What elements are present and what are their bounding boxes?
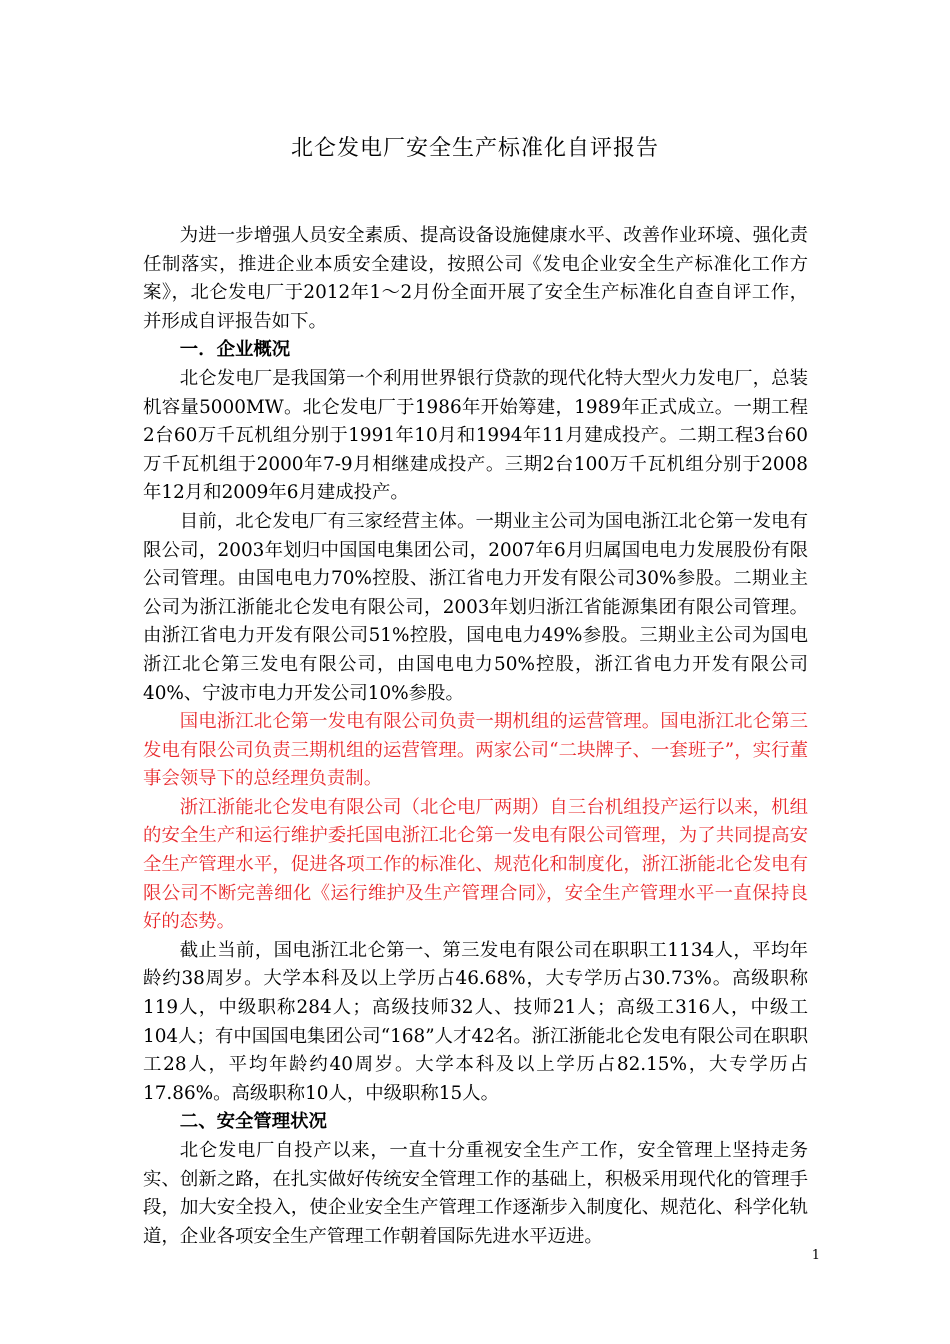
section-heading-company-overview: 一．企业概况 bbox=[179, 339, 291, 361]
intro-paragraph: 为进一步增强人员安全素质、提高设备设施健康水平、改善作业环境、强化责任制落实，推进企业本质安全建设，按照公司《发电企业安全生产标准化工作方案》，北仑发电厂于2012年1～2月份全面开展了安全生产标准化自查自评工作，并形成自评报告如下。 bbox=[143, 225, 808, 332]
section-heading-safety-management: 二、安全管理状况 bbox=[179, 1111, 327, 1133]
ownership-paragraph: 目前，北仑发电厂有三家经营主体。一期业主公司为国电浙江北仑第一发电有限公司，2003年划归中国国电集团公司，2007年6月归属国电电力发展股份有限公司管理。由国电电力70%控股、浙江省电力开发有限公司30%参股。二期业主公司为浙江浙能北仑发电有限公司，2003年划归浙江省能源集团有限公司管理。由浙江省电力开发有限公司51%控股，国电电力49%参股。三期业主公司为国电浙江北仑第三发电有限公司，由国电电力50%控股，浙江省电力开发有限公司40%、宁波市电力开发公司10%参股。 bbox=[143, 510, 808, 704]
maintenance-highlight-paragraph: 浙江浙能北仑发电有限公司（北仑电厂两期）自三台机组投产运行以来，机组的安全生产和运行维护委托国电浙江北仑第一发电有限公司管理，为了共同提高安全生产管理水平，促进各项工作的标准化、规范化和制度化，浙江浙能北仑发电有限公司不断完善细化《运行维护及生产管理合同》，安全生产管理水平一直保持良好的态势。 bbox=[143, 796, 808, 933]
company-overview-paragraph: 北仑发电厂是我国第一个利用世界银行贷款的现代化特大型火力发电厂，总装机容量5000MW。北仑发电厂于1986年开始筹建，1989年正式成立。一期工程2台60万千瓦机组分别于1991年10月和1994年11月建成投产。二期工程3台60万千瓦机组于2000年7-9月相继建成投产。三期2台100万千瓦机组分别于2008年12月和2009年6月建成投产。 bbox=[143, 367, 808, 504]
document-body bbox=[143, 222, 808, 1251]
safety-management-paragraph: 北仑发电厂自投产以来，一直十分重视安全生产工作，安全管理上坚持走务实、创新之路，在扎实做好传统安全管理工作的基础上，积极采用现代化的管理手段，加大安全投入，使企业安全生产管理工作逐渐步入制度化、规范化、科学化轨道，企业各项安全生产管理工作朝着国际先进水平迈进。 bbox=[143, 1140, 808, 1247]
page-number: 1 bbox=[811, 1248, 820, 1263]
management-highlight-paragraph: 国电浙江北仑第一发电有限公司负责一期机组的运营管理。国电浙江北仑第三发电有限公司负责三期机组的运营管理。两家公司“二块牌子、一套班子”，实行董事会领导下的总经理负责制。 bbox=[143, 711, 808, 790]
staff-statistics-paragraph: 截止当前，国电浙江北仑第一、第三发电有限公司在职职工1134人，平均年龄约38周岁。大学本科及以上学历占46.68%，大专学历占30.73%。高级职称119人，中级职称284人；高级技师32人、技师21人；高级工316人，中级工104人；有中国国电集团公司“168”人才42名。浙江浙能北仑发电有限公司在职职工28人，平均年龄约40周岁。大学本科及以上学历占82.15%，大专学历占17.86%。高级职称10人，中级职称15人。 bbox=[143, 939, 808, 1104]
document-title: 北仑发电厂安全生产标准化自评报告 bbox=[290, 136, 659, 161]
